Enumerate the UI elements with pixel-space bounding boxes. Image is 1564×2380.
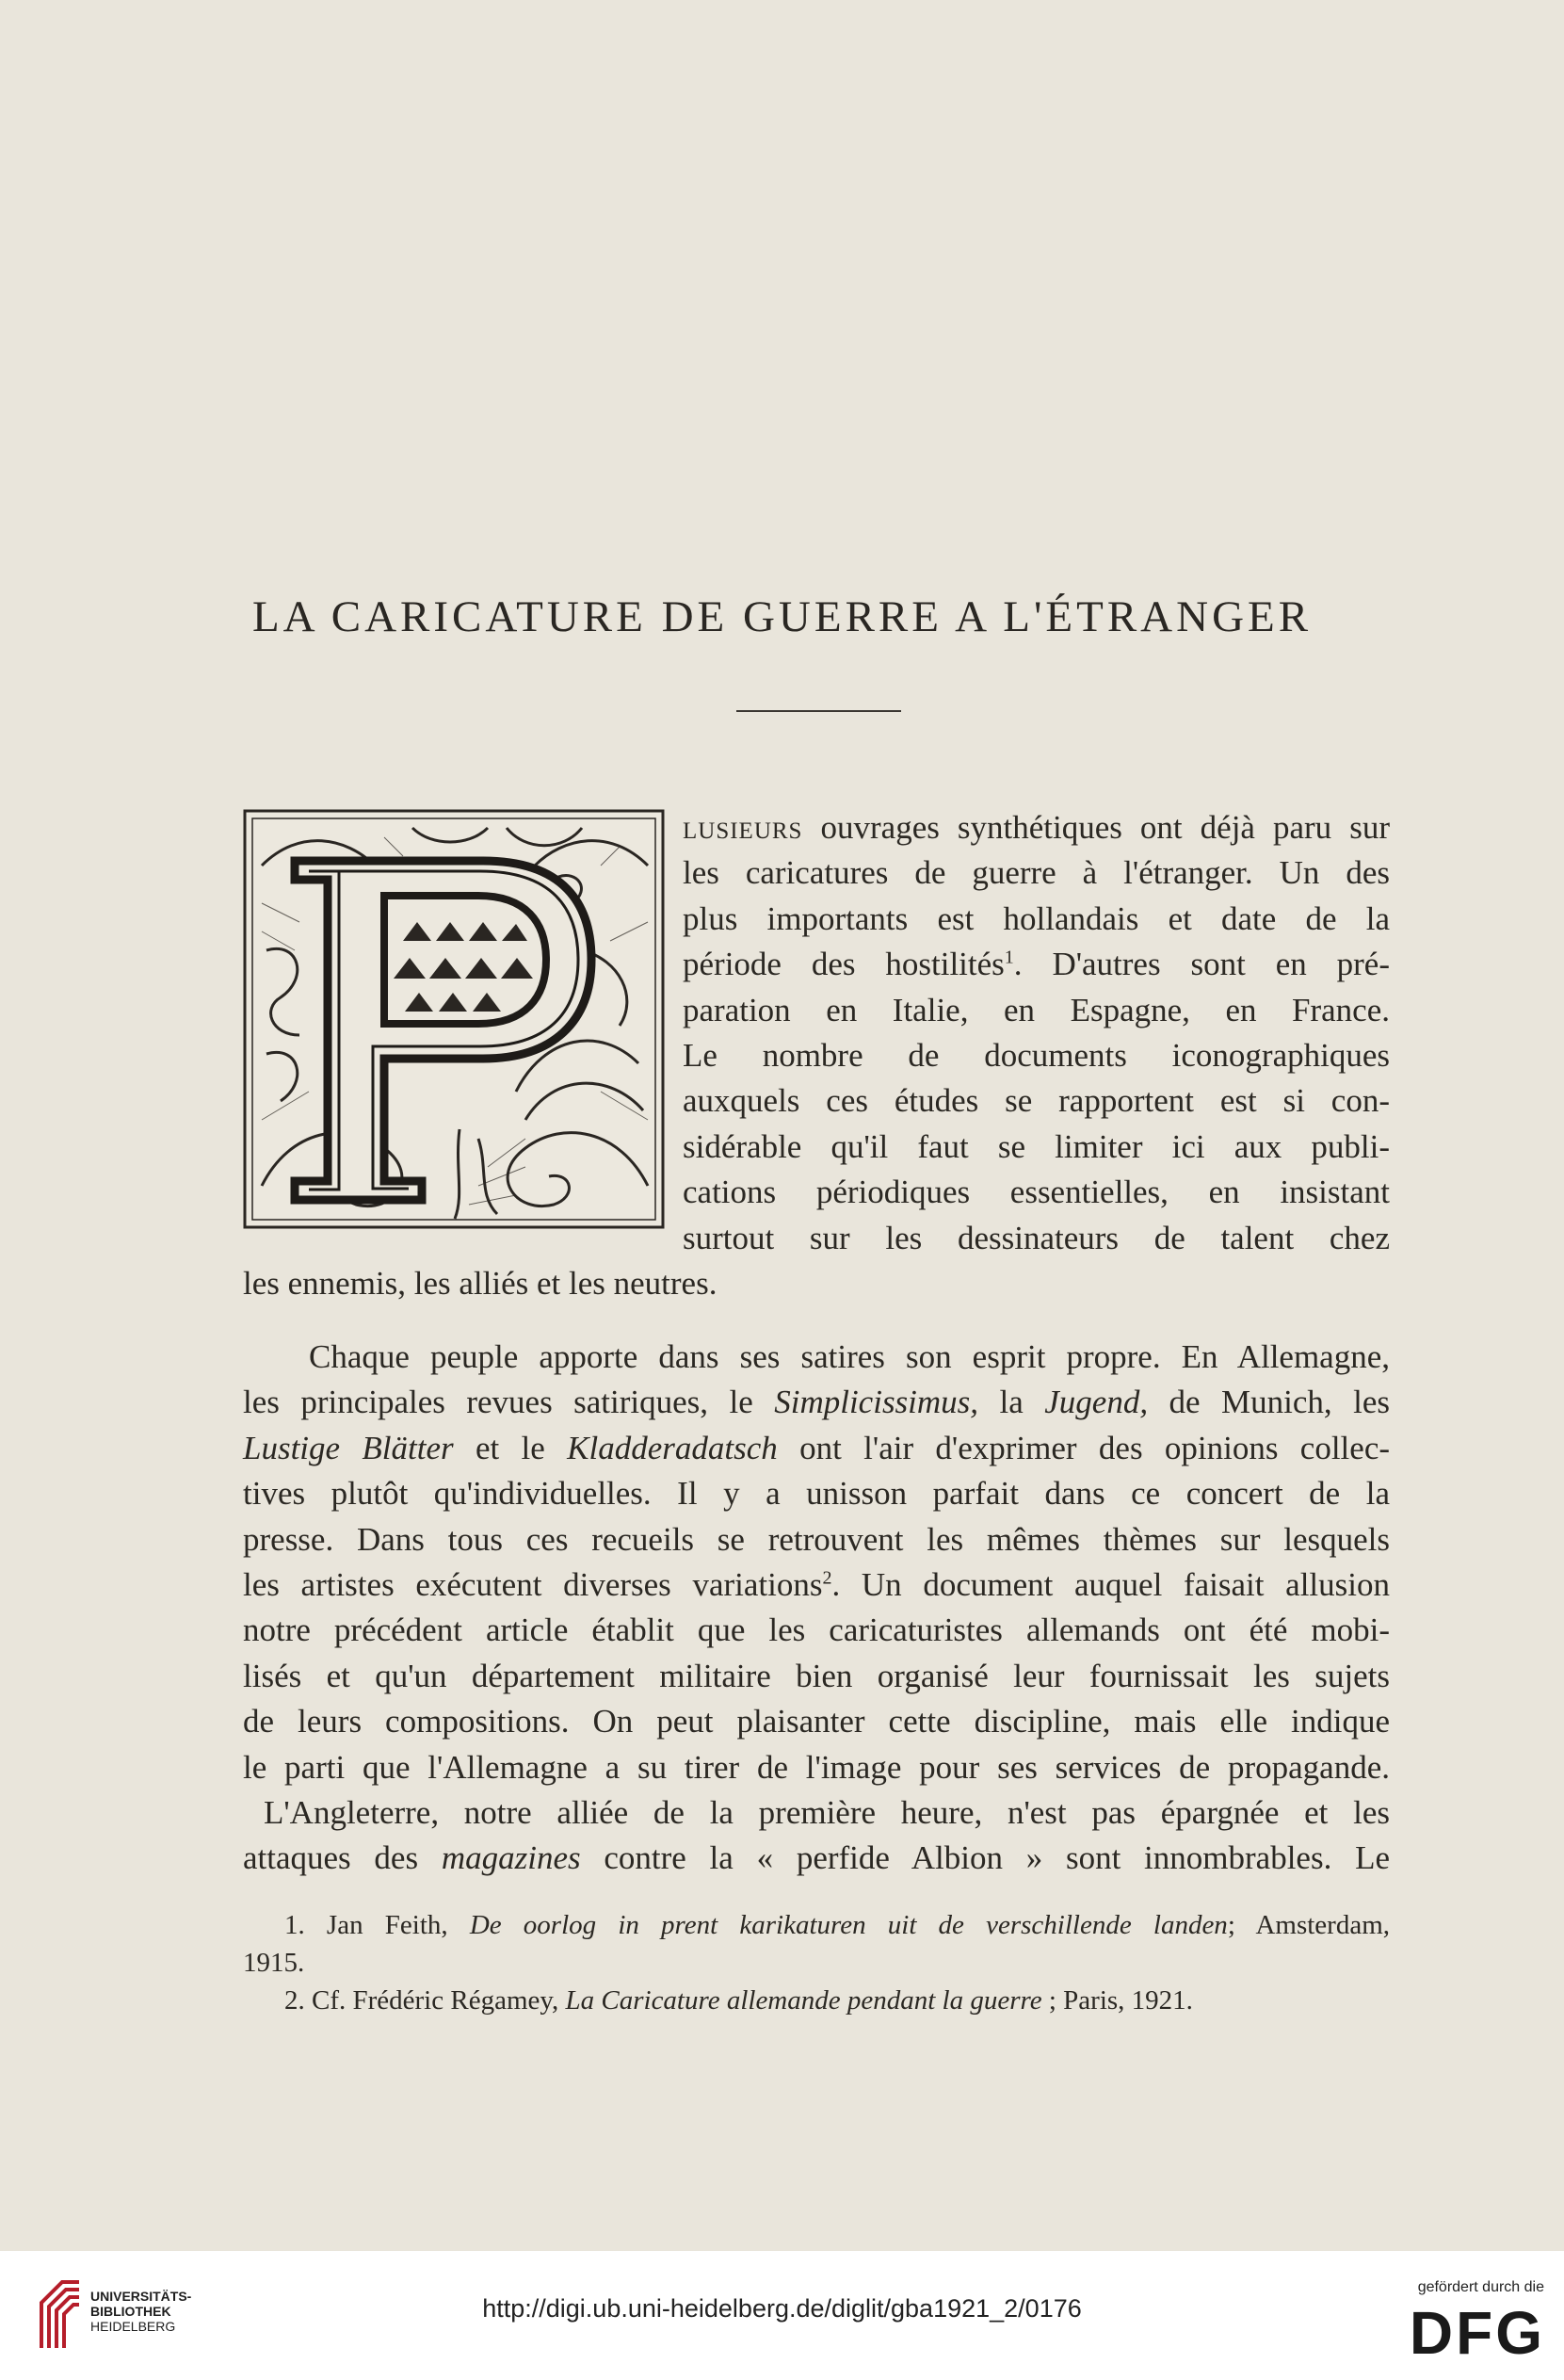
title-simplicissimus: Simplicissimus, (774, 1384, 979, 1421)
paragraph-1-line: cations périodiques essentielles, en insistant (683, 1174, 1390, 1211)
footnote-ref-1[interactable]: 1 (1004, 947, 1014, 968)
dfg-logo[interactable]: DFG (1409, 2299, 1545, 2367)
paragraph-2-line: de leurs compositions. On peut plaisanter cette discipline, mais elle indique (243, 1703, 1390, 1740)
footnote-1-continued: 1915. (243, 1948, 305, 1978)
footnote-ref-2[interactable]: 2 (822, 1567, 832, 1589)
ornate-initial-P-icon (243, 809, 665, 1229)
footnote-2: 2. Cf. Frédéric Régamey, La Caricature allemande pendant la guerre ; Paris, 1921. (284, 1985, 1193, 2016)
word-magazines: magazines (441, 1839, 581, 1877)
paragraph-2-line: Chaque peuple apporte dans ses satires son esprit propre. En Allemagne, (309, 1338, 1390, 1375)
paragraph-2-line: lisés et qu'un département militaire bien organisé leur fournissait les sujets (243, 1657, 1390, 1694)
paragraph-1-line: auxquels ces études se rapportent est si con- (683, 1082, 1390, 1120)
paragraph-2-line: les principales revues satiriques, le Simplicissimus, la Jugend, de Munich, les (243, 1384, 1390, 1421)
permalink-url[interactable]: http://digi.ub.uni-heidelberg.de/diglit/gba1921_2/0176 (482, 2294, 1082, 2323)
paragraph-1-line: période des hostilités$^1$. D'autres sont en pré- (683, 946, 1390, 983)
paragraph-1-line: surtout sur les dessinateurs de talent chez (683, 1219, 1390, 1256)
paragraph-2-line: tives plutôt qu'individuelles. Il y a unisson parfait dans ce concert de la (243, 1475, 1390, 1513)
title-jugend: Jugend, (1044, 1384, 1149, 1421)
paragraph-2-line: Lustige Blätter et le Kladderadatsch ont l'air d'exprimer des opinions collec- (243, 1429, 1391, 1466)
paragraph-1-line: les caricatures de guerre à l'étranger. Un des (683, 854, 1390, 892)
title-kladderadatsch: Kladderadatsch (567, 1429, 778, 1466)
paragraph-1-wrapped (683, 805, 1390, 1261)
paragraph-1-line: les ennemis, les alliés et les neutres. (243, 1265, 718, 1302)
paragraph-1-line: Le nombre de documents iconographiques (683, 1037, 1390, 1075)
paragraph-1-line: sidérable qu'il faut se limiter ici aux publi- (683, 1127, 1390, 1165)
paragraph-3-line: attaques des magazines contre la « perfide Albion » sont innombrables. Le (243, 1839, 1390, 1877)
paragraph-2-line: notre précédent article établit que les caricaturistes allemands ont été mobi- (243, 1611, 1390, 1649)
university-library-name: UNIVERSITÄTS- BIBLIOTHEK HEIDELBERG (90, 2289, 192, 2334)
paragraph-2-line: presse. Dans tous ces recueils se retrouvent les mêmes thèmes sur lesquels (243, 1520, 1390, 1558)
paragraph-2-line: le parti que l'Allemagne a su tirer de l'image pour ses services de propagande. (243, 1748, 1390, 1786)
paragraph-3-line: L'Angleterre, notre alliée de la première heure, n'est pas épargnée et les (264, 1794, 1390, 1831)
footnote-1: 1. Jan Feith, De oorlog in prent karikaturen uit de verschillende landen; Amsterdam, (284, 1910, 1390, 1940)
title-rule (736, 710, 901, 712)
paragraph-2-line: les artistes exécutent diverses variations$^2$. Un document auquel faisait allusion (243, 1566, 1390, 1604)
paragraph-1-line: plus importants est hollandais et date de la (683, 899, 1390, 937)
paragraph-1-tail (243, 1261, 1390, 1306)
footnotes (243, 1906, 1390, 2019)
article-title: LA CARICATURE DE GUERRE A L'ÉTRANGER (251, 592, 1313, 641)
paragraph-2 (243, 1335, 1390, 1790)
paragraph-1-line: lusieurs ouvrages synthétiques ont déjà paru sur (683, 809, 1390, 846)
title-lustige-blatter: Lustige Blätter (243, 1429, 454, 1466)
funded-by-label: gefördert durch die (1417, 2279, 1544, 2295)
paragraph-1-line: paration en Italie, en Espagne, en France. (683, 991, 1390, 1028)
paragraph-3 (243, 1790, 1390, 1882)
smallcaps-opening: lusieurs (683, 809, 803, 846)
